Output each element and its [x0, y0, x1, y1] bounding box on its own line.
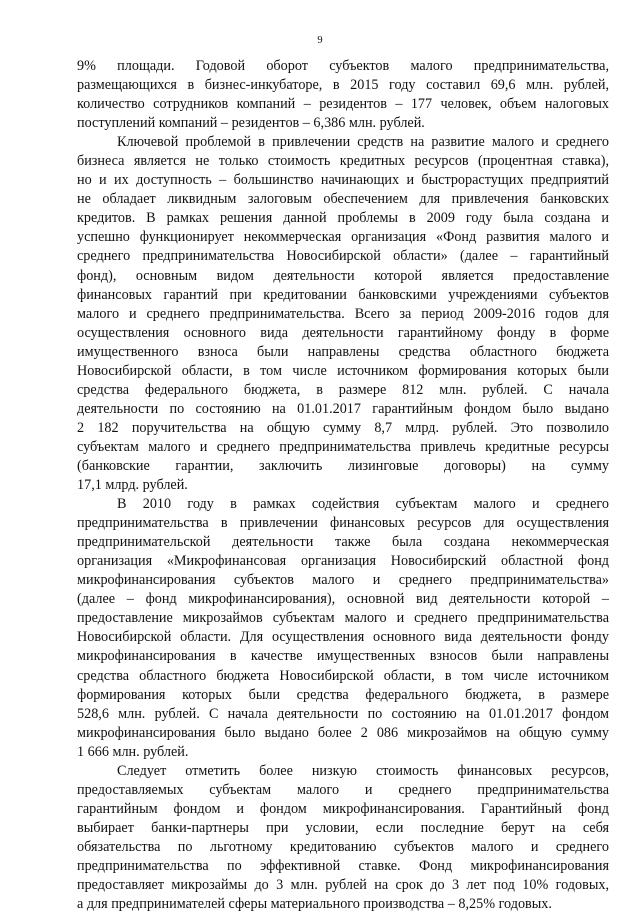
- text-line: организация «Микрофинансовая организация Новосибирский областной фонд: [77, 553, 609, 570]
- text-line: (банковские гарантии, заключить лизинговые договоры) на сумму: [77, 457, 609, 474]
- text-line: Новосибирской области. Для осуществления основного вида деятельности фонду: [77, 629, 609, 646]
- text-line: микрофинансирования субъектов малого и среднего предпринимательства»: [77, 572, 609, 589]
- text-line: имущественного взноса были направлены средства областного бюджета: [77, 343, 609, 360]
- text-line: средства областного бюджета Новосибирской области, в том числе источником: [77, 667, 609, 684]
- paragraph: [77, 133, 609, 495]
- text-line: обязательства по льготному кредитованию субъектов малого и среднего: [77, 838, 609, 855]
- text-line: среднего предпринимательства Новосибирской области» (далее – гарантийный: [77, 248, 609, 265]
- text-line: предоставляет микрозаймы до 3 млн. рублей на срок до 3 лет под 10% годовых,: [77, 877, 609, 894]
- text-line: Новосибирской области, в том числе источником формирования которых были: [77, 362, 609, 379]
- text-line: предпринимательской деятельности также была создана некоммерческая: [77, 534, 609, 551]
- text-line: размещающихся в бизнес-инкубаторе, в 2015 году составил 69,6 млн. рублей,: [77, 77, 609, 94]
- text-line: 2 182 поручительства на общую сумму 8,7 млрд. рублей. Это позволило: [77, 419, 609, 436]
- text-line: предоставляемых субъектам малого и среднего предпринимательства: [77, 781, 609, 798]
- text-line: микрофинансирования в качестве имущественных взносов были направлены: [77, 648, 609, 665]
- text-line: количество сотрудников компаний – резидентов – 177 человек, объем налоговых: [77, 96, 609, 113]
- text-line: деятельности по состоянию на 01.01.2017 гарантийным фондом было выдано: [77, 400, 609, 417]
- text-line: предпринимательства в привлечении финансовых ресурсов для осуществления: [77, 515, 609, 532]
- paragraph: [77, 762, 609, 914]
- text-line: 17,1 млрд. рублей.: [77, 477, 188, 494]
- text-line: микрофинансирования было выдано более 2 086 микрозаймов на общую сумму: [77, 724, 609, 741]
- text-line: В 2010 году в рамках содействия субъектам малого и среднего: [117, 496, 609, 513]
- text-line: фонд), основным видом деятельности которой является предоставление: [77, 267, 609, 284]
- text-line: 528,6 млн. рублей. С начала деятельности по состоянию на 01.01.2017 фондом: [77, 705, 609, 722]
- text-line: кредитов. В рамках решения данной проблемы в 2009 году была создана и: [77, 210, 609, 227]
- text-line: но и их доступность – большинство начинающих и быстрорастущих предприятий: [77, 172, 609, 189]
- text-line: 9% площади. Годовой оборот субъектов малого предпринимательства,: [77, 58, 609, 74]
- text-line: а для предпринимателей сферы материального производства – 8,25% годовых.: [77, 896, 552, 913]
- text-line: 1 666 млн. рублей.: [77, 743, 189, 760]
- paragraph: [77, 57, 609, 133]
- text-line: успешно функционирует некоммерческая организация «Фонд развития малого и: [77, 229, 609, 246]
- text-line: не обладает ликвидным залоговым обеспечением для привлечения банковских: [77, 191, 609, 208]
- text-line: (далее – фонд микрофинансирования), основной вид деятельности которой –: [77, 591, 609, 608]
- text-line: финансовых гарантий при кредитовании банковскими учреждениями субъектов: [77, 286, 609, 303]
- text-line: Следует отметить более низкую стоимость финансовых ресурсов,: [117, 762, 609, 779]
- text-line: предоставление микрозаймов субъектам малого и среднего предпринимательства: [77, 610, 609, 627]
- text-line: бизнеса является не только стоимость кредитных ресурсов (процентная ставка),: [77, 153, 609, 170]
- text-line: гарантийным фондом и фондом микрофинансирования. Гарантийный фонд: [77, 800, 609, 817]
- text-line: предпринимательства по эффективной ставке. Фонд микрофинансирования: [77, 857, 609, 874]
- text-line: выбирает банки-партнеры при условии, если последние берут на себя: [77, 819, 609, 836]
- text-line: Ключевой проблемой в привлечении средств на развитие малого и среднего: [117, 134, 609, 151]
- text-line: средства федерального бюджета, в размере 812 млн. рублей. С начала: [77, 381, 609, 398]
- text-line: субъектам малого и среднего предпринимательства привлечь кредитные ресурсы: [77, 438, 609, 455]
- text-line: поступлений компаний – резидентов – 6,386 млн. рублей.: [77, 115, 425, 132]
- page-number: 9: [317, 35, 323, 46]
- document-body: [77, 57, 609, 914]
- text-line: формирования которых были средства федерального бюджета, в размере: [77, 686, 609, 703]
- paragraph: [77, 495, 609, 762]
- text-line: малого и среднего предпринимательства. Всего за период 2009-2016 годов для: [77, 305, 609, 322]
- text-line: осуществления основного вида деятельности гарантийному фонду в форме: [77, 324, 609, 341]
